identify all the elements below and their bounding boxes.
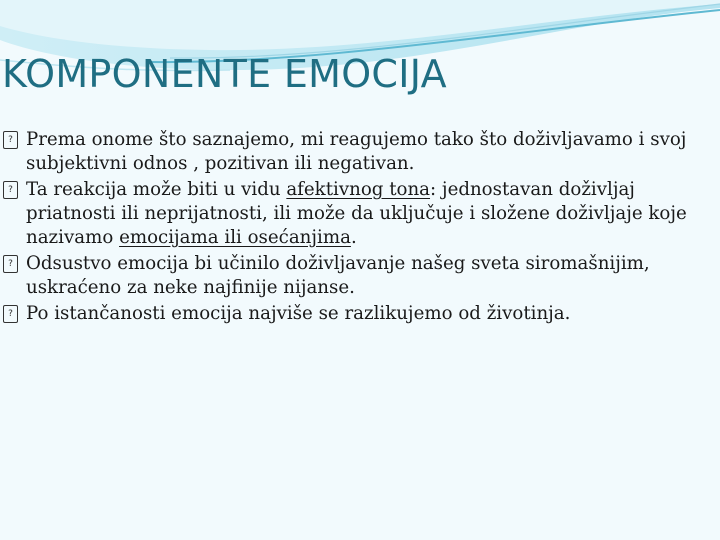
bullet-marker-icon: ? [3, 131, 18, 149]
underlined-term-emocije: emocijama ili osećanjima [119, 227, 351, 248]
slide-title: KOMPONENTE EMOCIJA [2, 52, 447, 96]
underlined-term-afektivni-ton: afektivnog tona [286, 179, 431, 200]
bullet-item [0, 252, 700, 300]
bullet-text: . [350, 227, 357, 248]
bullet-text: Odsustvo emocija bi učinilo doživljavanje našeg sveta siromašnijim, uskraćeno za neke najfinije nijanse. [26, 253, 650, 298]
bullet-item [0, 178, 700, 250]
bullet-marker-icon: ? [3, 181, 18, 199]
bullet-text: Prema onome što saznajemo, mi reagujemo tako što doživljavamo i svoj subjektivni odnos , pozitivan ili negativan. [26, 129, 687, 174]
bullet-marker-icon: ? [3, 255, 18, 273]
bullet-text: Po istančanosti emocija najviše se razlikujemo od životinja. [26, 303, 571, 324]
bullet-text: : jednostavan doživljaj priatnosti ili neprijatnosti, ili može da uključuje i složene doživljaje koje nazivamo [26, 179, 687, 248]
bullet-marker-icon: ? [3, 305, 18, 323]
bullet-item [0, 128, 700, 176]
bullet-text: Ta reakcija može biti u vidu [26, 179, 287, 200]
bullet-list [0, 128, 700, 328]
bullet-item [0, 302, 700, 326]
